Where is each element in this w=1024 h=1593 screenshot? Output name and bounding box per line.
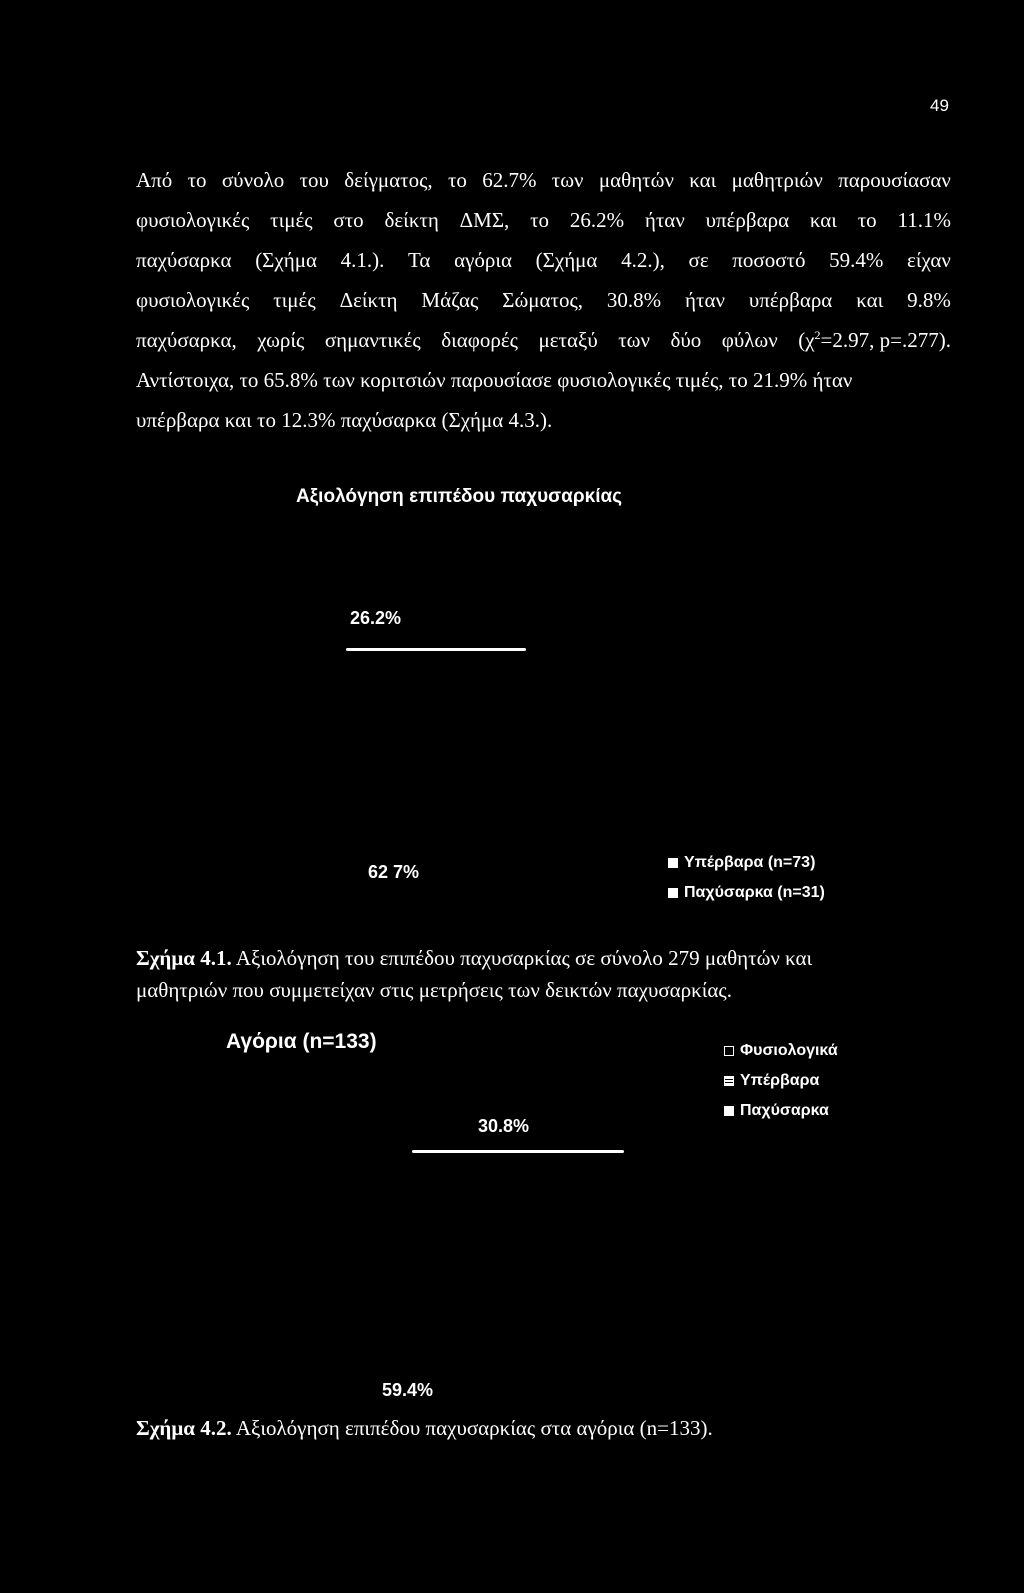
word: Από xyxy=(136,168,173,192)
word: υπέρβαρα xyxy=(748,288,833,312)
word: Τα xyxy=(408,248,431,272)
word: δείκτη xyxy=(384,208,439,232)
word: ΔΜΣ, xyxy=(459,208,510,232)
legend-label: Παχύσαρκα (n=31) xyxy=(684,884,825,901)
word: Σώματος, xyxy=(502,288,584,312)
paragraph-line-2 xyxy=(136,200,951,240)
figure1-legend xyxy=(668,848,825,908)
word: 4.2.), xyxy=(621,248,665,272)
legend-swatch xyxy=(724,1106,734,1116)
word: δύο xyxy=(670,328,702,352)
word: και xyxy=(809,208,837,232)
word: (Σχήμα xyxy=(535,248,598,272)
word: 30.8% xyxy=(606,288,662,312)
word: ήταν xyxy=(685,288,725,312)
legend-item xyxy=(724,1036,838,1066)
word: διαφορές xyxy=(441,328,518,352)
word: δείγματος, xyxy=(344,168,433,192)
figure1-title: Αξιολόγηση επιπέδου παχυσαρκίας xyxy=(296,486,623,507)
paragraph-line-3 xyxy=(136,240,951,280)
word: 4.1.). xyxy=(340,248,385,272)
figure1-caption xyxy=(136,942,896,1006)
word: (Σχήμα xyxy=(255,248,317,272)
caption-line xyxy=(136,942,896,974)
legend-label: Παχύσαρκα xyxy=(740,1102,829,1119)
paragraph-line-1 xyxy=(136,160,951,200)
legend-swatch xyxy=(668,888,678,898)
word: φυσιολογικές xyxy=(136,208,250,232)
caption-text: Αξιολόγηση επιπέδου παχυσαρκίας στα αγόρια (n=133). xyxy=(231,1416,713,1440)
page-number: 49 xyxy=(930,96,949,115)
stat-superscript: 2 xyxy=(814,328,821,342)
word: Μάζας xyxy=(421,288,479,312)
word: το xyxy=(447,168,467,192)
figure1-label-overweight: 26.2% xyxy=(350,608,402,628)
legend-item xyxy=(668,878,825,908)
word: χωρίς xyxy=(257,328,305,352)
caption-text: Αξιολόγηση του επιπέδου παχυσαρκίας σε σύνολο 279 μαθητών και xyxy=(231,946,813,970)
stat-value xyxy=(798,320,951,360)
word: παχύσαρκα, xyxy=(136,328,237,352)
caption-label: Σχήμα 4.2. xyxy=(136,1416,232,1440)
paragraph-line-4 xyxy=(136,280,951,320)
word: υπέρβαρα xyxy=(705,208,790,232)
word: παχύσαρκα xyxy=(136,248,232,272)
paragraph-line-5 xyxy=(136,320,951,360)
word: φύλων xyxy=(721,328,778,352)
word: του xyxy=(299,168,329,192)
legend-item xyxy=(724,1096,838,1126)
word: σημαντικές xyxy=(324,328,421,352)
word: τιμές xyxy=(273,288,316,312)
figure2-legend xyxy=(724,1036,838,1126)
word: των xyxy=(551,168,584,192)
word: μεταξύ xyxy=(538,328,598,352)
legend-label: Υπέρβαρα (n=73) xyxy=(684,854,816,871)
word: Δείκτη xyxy=(339,288,398,312)
word: 9.8% xyxy=(907,288,951,312)
word: είχαν xyxy=(907,248,951,272)
word: το xyxy=(857,208,877,232)
figure1-label-normal: 62 7% xyxy=(368,862,420,882)
paragraph-line-7: υπέρβαρα και το 12.3% παχύσαρκα (Σχήμα 4.3.). xyxy=(136,408,553,432)
word: το xyxy=(530,208,550,232)
word: μαθητριών xyxy=(731,168,823,192)
word: 59.4% xyxy=(829,248,884,272)
figure2-pie-edge xyxy=(412,1150,624,1153)
word: παρουσίασαν xyxy=(838,168,951,192)
word: 26.2% xyxy=(569,208,625,232)
figure2-title: Αγόρια (n=133) xyxy=(226,1030,377,1053)
legend-label: Υπέρβαρα xyxy=(740,1072,820,1089)
word: αγόρια xyxy=(454,248,512,272)
word: και xyxy=(689,168,717,192)
stat-suffix: =2.97, p=.277). xyxy=(820,328,951,352)
caption-line: μαθητριών που συμμετείχαν στις μετρήσεις των δεικτών παχυσαρκίας. xyxy=(136,978,732,1002)
word: ποσοστό xyxy=(732,248,806,272)
word: σε xyxy=(688,248,709,272)
word: και xyxy=(856,288,884,312)
legend-item xyxy=(668,848,825,878)
figure2-caption xyxy=(136,1412,896,1444)
paragraph-line-6: Αντίστοιχα, το 65.8% των κοριτσιών παρουσίασε φυσιολογικές τιμές, το 21.9% ήταν xyxy=(136,368,853,392)
legend-swatch xyxy=(668,858,678,868)
word: των xyxy=(618,328,650,352)
legend-swatch xyxy=(724,1076,734,1086)
word: φυσιολογικές xyxy=(136,288,250,312)
word: 62.7% xyxy=(482,168,537,192)
word: σύνολο xyxy=(221,168,285,192)
figure2-label-overweight: 30.8% xyxy=(478,1116,530,1136)
word: το xyxy=(187,168,207,192)
stat-prefix: (χ xyxy=(798,328,815,352)
legend-item xyxy=(724,1066,838,1096)
body-paragraph xyxy=(136,160,951,440)
figure1-pie-edge xyxy=(346,648,526,651)
caption-label: Σχήμα 4.1. xyxy=(136,946,232,970)
word: ήταν xyxy=(644,208,685,232)
legend-label: Φυσιολογικά xyxy=(740,1042,838,1059)
word: στο xyxy=(333,208,364,232)
word: μαθητών xyxy=(598,168,674,192)
word: τιμές xyxy=(270,208,313,232)
legend-swatch xyxy=(724,1046,734,1056)
figure2-label-normal: 59.4% xyxy=(382,1380,434,1400)
word: 11.1% xyxy=(897,208,951,232)
